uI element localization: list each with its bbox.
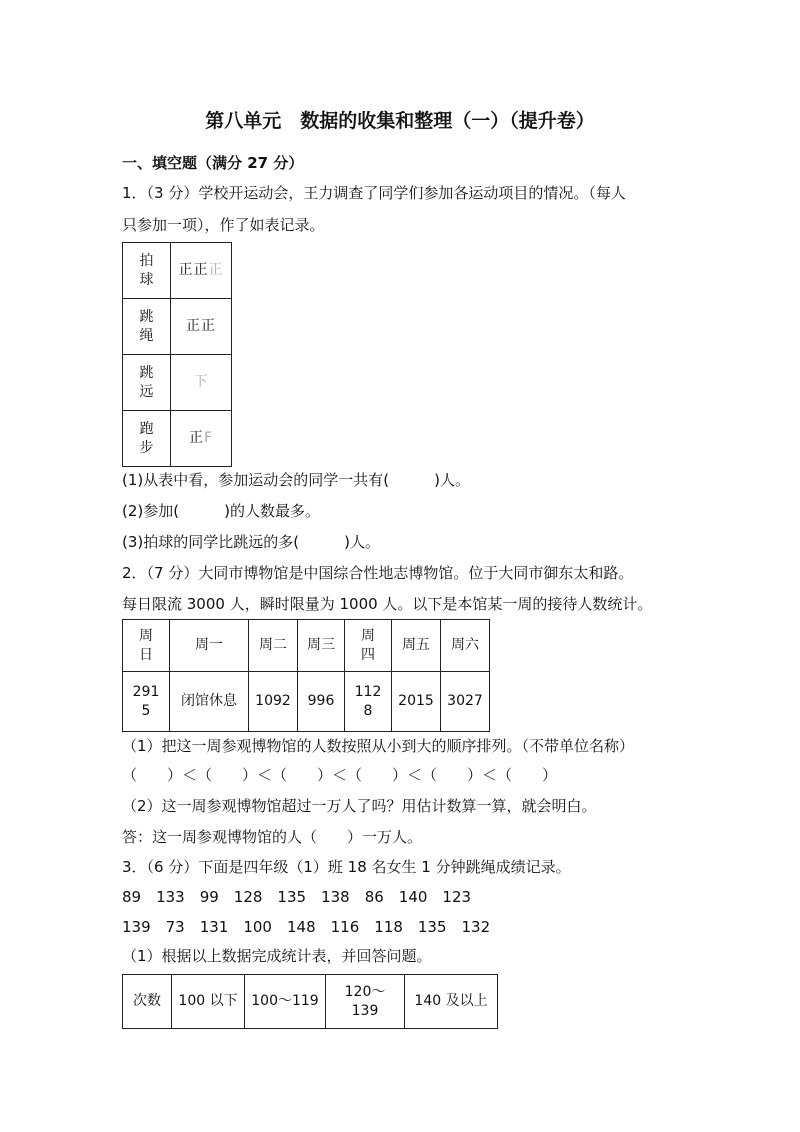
section-heading: 一、填空题（满分 27 分） bbox=[122, 154, 304, 172]
table-row bbox=[123, 243, 232, 299]
q3-text-line1: 3．（6 分）下面是四年级（1）班 18 名女生 1 分钟跳绳成绩记录。 bbox=[122, 858, 571, 876]
value-cell: 闭馆休息 bbox=[170, 672, 249, 732]
q2-sub2: （2）这一周参观博物馆超过一万人了吗？用估计数算一算，就会明白。 bbox=[122, 797, 597, 815]
q2-text-line2: 每日限流 3000 人，瞬时限量为 1000 人。以下是本馆某一周的接待人数统计。 bbox=[122, 595, 653, 613]
q2-answer: 答：这一周参观博物馆的人（ ）一万人。 bbox=[122, 828, 423, 846]
q1-text-line2: 只参加一项），作了如表记录。 bbox=[122, 216, 325, 234]
header-cell: 周 四 bbox=[345, 620, 392, 672]
q3-data-row1: 89 133 99 128 135 138 86 140 123 bbox=[122, 888, 472, 906]
table-row bbox=[123, 411, 232, 467]
page-title: 第八单元 数据的收集和整理（一）（提升卷） bbox=[205, 110, 595, 132]
q1-sub1: (1)从表中看，参加运动会的同学一共有( )人。 bbox=[122, 471, 470, 489]
header-cell: 周五 bbox=[392, 620, 441, 672]
tally-cell: 正正 bbox=[171, 299, 232, 355]
tally-cell: 正正正 bbox=[171, 243, 232, 299]
sport-label: 拍 球 bbox=[123, 243, 171, 299]
sport-label: 跑 步 bbox=[123, 411, 171, 467]
q1-text-line1: 1．（3 分）学校开运动会，王力调查了同学们参加各运动项目的情况。（每人 bbox=[122, 184, 626, 202]
value-cell: 3027 bbox=[441, 672, 490, 732]
value-cell: 2015 bbox=[392, 672, 441, 732]
q1-sub2: (2)参加( )的人数最多。 bbox=[122, 502, 320, 520]
q2-sub1-blanks: （ ）＜（ ）＜（ ）＜（ ）＜（ ）＜（ ） bbox=[122, 766, 558, 784]
table-row bbox=[123, 355, 232, 411]
table-row bbox=[123, 672, 490, 732]
header-cell: 周 日 bbox=[123, 620, 170, 672]
value-cell: 112 8 bbox=[345, 672, 392, 732]
header-cell: 100～119 bbox=[245, 975, 326, 1029]
sport-label: 跳 远 bbox=[123, 355, 171, 411]
q3-stats-table bbox=[122, 974, 498, 1029]
header-cell: 次数 bbox=[123, 975, 172, 1029]
header-cell: 120～ 139 bbox=[326, 975, 405, 1029]
sport-label: 跳 绳 bbox=[123, 299, 171, 355]
header-cell: 周六 bbox=[441, 620, 490, 672]
header-cell: 周二 bbox=[249, 620, 298, 672]
q2-text-line1: 2．（7 分）大同市博物馆是中国综合性地志博物馆。位于大同市御东太和路。 bbox=[122, 564, 634, 582]
q2-visitor-table bbox=[122, 619, 490, 732]
header-cell: 140 及以上 bbox=[405, 975, 498, 1029]
tally-cell: 下 bbox=[171, 355, 232, 411]
q1-sub3: (3)拍球的同学比跳远的多( )人。 bbox=[122, 533, 380, 551]
header-cell: 周三 bbox=[298, 620, 345, 672]
table-row bbox=[123, 299, 232, 355]
value-cell: 291 5 bbox=[123, 672, 170, 732]
table-header-row bbox=[123, 620, 490, 672]
value-cell: 996 bbox=[298, 672, 345, 732]
tally-cell: 正F bbox=[171, 411, 232, 467]
q3-sub1: （1）根据以上数据完成统计表，并回答问题。 bbox=[122, 947, 432, 965]
table-row bbox=[123, 975, 498, 1029]
q2-sub1: （1）把这一周参观博物馆的人数按照从小到大的顺序排列。（不带单位名称） bbox=[122, 737, 635, 755]
q1-tally-table bbox=[122, 242, 232, 467]
q3-data-row2: 139 73 131 100 148 116 118 135 132 bbox=[122, 918, 491, 936]
value-cell: 1092 bbox=[249, 672, 298, 732]
header-cell: 周一 bbox=[170, 620, 249, 672]
header-cell: 100 以下 bbox=[172, 975, 245, 1029]
